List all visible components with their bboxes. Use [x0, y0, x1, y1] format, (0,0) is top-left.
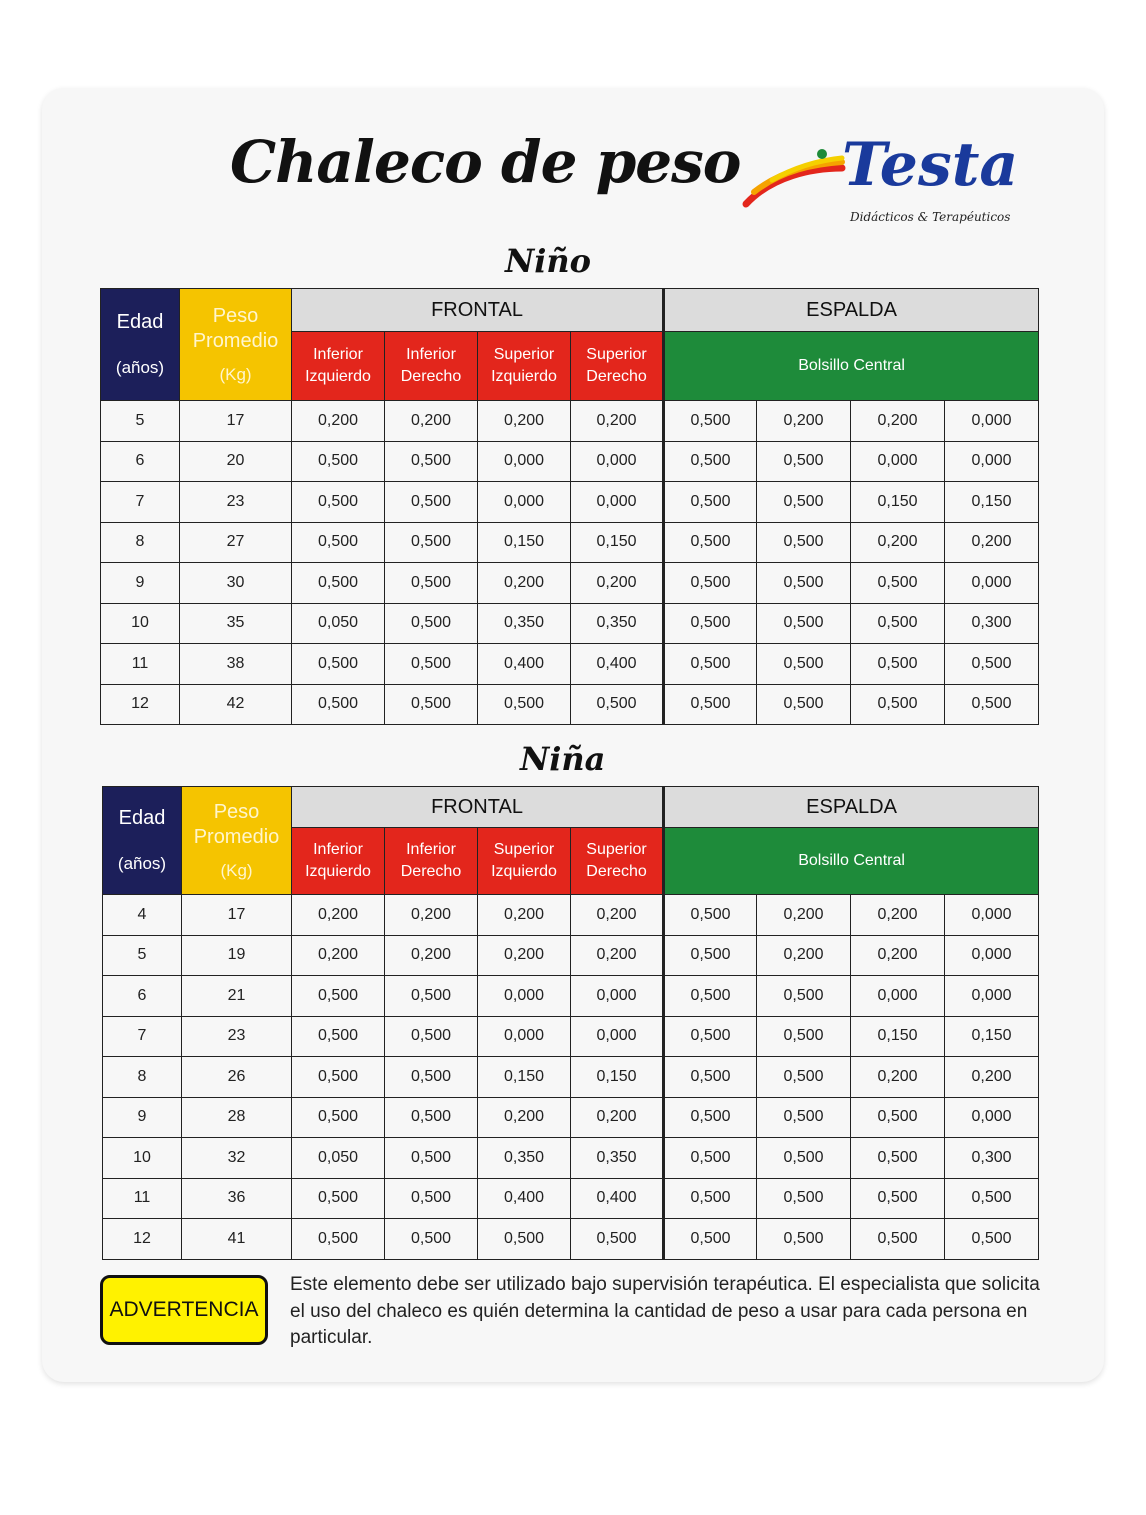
warning-text: Este elemento debe ser utilizado bajo supervisión terapéutica. El especialista que solicita el uso del chaleco es quién determina la cantidad de peso a usar para cada persona en particular.: [290, 1274, 1040, 1349]
bolsillo-cell: 0,500: [757, 1057, 851, 1098]
peso-cell: 20: [180, 441, 292, 482]
table-row: [101, 644, 1039, 685]
inferior-derecho-cell: 0,500: [385, 684, 478, 725]
superior-izquierdo-cell: 0,200: [478, 895, 571, 936]
peso-cell: 17: [180, 401, 292, 442]
bolsillo-cell: 0,500: [757, 644, 851, 685]
superior-izquierdo-cell: 0,400: [478, 644, 571, 685]
edad-cell: 12: [103, 1219, 182, 1260]
header-peso-label: Peso Promedio: [193, 800, 280, 848]
header-peso: [180, 289, 292, 401]
table-row: [103, 1016, 1039, 1057]
bolsillo-cell: 0,500: [757, 603, 851, 644]
inferior-izquierdo-cell: 0,500: [292, 522, 385, 563]
table-nino: [100, 288, 1039, 725]
bolsillo-cell: 0,500: [664, 482, 757, 523]
bolsillo-cell: 0,500: [851, 1097, 945, 1138]
bolsillo-cell: 0,200: [945, 522, 1039, 563]
bolsillo-cell: 0,500: [757, 1219, 851, 1260]
superior-derecho-cell: 0,200: [571, 401, 664, 442]
peso-cell: 21: [182, 976, 292, 1017]
peso-cell: 32: [182, 1138, 292, 1179]
bolsillo-cell: 0,500: [664, 603, 757, 644]
inferior-izquierdo-cell: 0,500: [292, 563, 385, 604]
superior-izquierdo-cell: 0,000: [478, 482, 571, 523]
inferior-izquierdo-cell: 0,200: [292, 895, 385, 936]
superior-izquierdo-cell: 0,000: [478, 1016, 571, 1057]
superior-izquierdo-cell: 0,150: [478, 522, 571, 563]
edad-cell: 9: [101, 563, 180, 604]
table-row: [101, 441, 1039, 482]
superior-derecho-cell: 0,350: [571, 603, 664, 644]
superior-derecho-cell: 0,000: [571, 1016, 664, 1057]
header-peso: [182, 787, 292, 895]
bolsillo-cell: 0,500: [757, 563, 851, 604]
bolsillo-cell: 0,500: [664, 1016, 757, 1057]
table-row: [103, 976, 1039, 1017]
superior-izquierdo-cell: 0,150: [478, 1057, 571, 1098]
superior-derecho-cell: 0,400: [571, 1178, 664, 1219]
edad-cell: 10: [101, 603, 180, 644]
edad-cell: 10: [103, 1138, 182, 1179]
bolsillo-cell: 0,500: [851, 1219, 945, 1260]
inferior-derecho-cell: 0,200: [385, 895, 478, 936]
inferior-derecho-cell: 0,500: [385, 1097, 478, 1138]
inferior-izquierdo-cell: 0,500: [292, 1219, 385, 1260]
superior-derecho-cell: 0,150: [571, 1057, 664, 1098]
peso-cell: 17: [182, 895, 292, 936]
inferior-derecho-cell: 0,500: [385, 441, 478, 482]
bolsillo-cell: 0,500: [757, 976, 851, 1017]
bolsillo-cell: 0,300: [945, 603, 1039, 644]
superior-derecho-cell: 0,500: [571, 1219, 664, 1260]
header-peso-unit: (Kg): [219, 364, 252, 384]
edad-cell: 5: [103, 935, 182, 976]
bolsillo-cell: 0,500: [664, 1219, 757, 1260]
table-row: [101, 563, 1039, 604]
table-row: [103, 1178, 1039, 1219]
table-row: [103, 1138, 1039, 1179]
bolsillo-cell: 0,000: [945, 401, 1039, 442]
superior-izquierdo-cell: 0,200: [478, 1097, 571, 1138]
peso-cell: 42: [180, 684, 292, 725]
peso-cell: 30: [180, 563, 292, 604]
bolsillo-cell: 0,150: [945, 1016, 1039, 1057]
superior-izquierdo-cell: 0,500: [478, 684, 571, 725]
header-edad-label: Edad: [118, 807, 166, 830]
bolsillo-cell: 0,500: [757, 684, 851, 725]
header-bolsillo-central: Bolsillo Central: [664, 828, 1039, 895]
superior-izquierdo-cell: 0,500: [478, 1219, 571, 1260]
inferior-derecho-cell: 0,500: [385, 1016, 478, 1057]
logo-tagline: Didácticos & Terapéuticos: [850, 210, 1011, 224]
inferior-derecho-cell: 0,500: [385, 976, 478, 1017]
inferior-derecho-cell: 0,500: [385, 522, 478, 563]
superior-derecho-cell: 0,500: [571, 684, 664, 725]
bolsillo-cell: 0,000: [851, 976, 945, 1017]
table-row: [103, 935, 1039, 976]
superior-derecho-cell: 0,000: [571, 976, 664, 1017]
bolsillo-cell: 0,500: [757, 1178, 851, 1219]
logo-swoosh-icon: [742, 146, 852, 216]
bolsillo-cell: 0,500: [664, 684, 757, 725]
header-peso-unit: (Kg): [220, 860, 253, 880]
superior-izquierdo-cell: 0,350: [478, 603, 571, 644]
superior-izquierdo-cell: 0,000: [478, 441, 571, 482]
superior-derecho-cell: 0,200: [571, 935, 664, 976]
bolsillo-cell: 0,500: [945, 1178, 1039, 1219]
bolsillo-cell: 0,150: [945, 482, 1039, 523]
edad-cell: 7: [101, 482, 180, 523]
inferior-izquierdo-cell: 0,500: [292, 441, 385, 482]
edad-cell: 8: [101, 522, 180, 563]
bolsillo-cell: 0,200: [757, 895, 851, 936]
bolsillo-cell: 0,200: [757, 401, 851, 442]
header-frontal: FRONTAL: [292, 787, 664, 828]
bolsillo-cell: 0,300: [945, 1138, 1039, 1179]
table-row: [103, 895, 1039, 936]
peso-cell: 41: [182, 1219, 292, 1260]
inferior-derecho-cell: 0,500: [385, 482, 478, 523]
bolsillo-cell: 0,150: [851, 1016, 945, 1057]
inferior-izquierdo-cell: 0,050: [292, 603, 385, 644]
bolsillo-cell: 0,200: [851, 1057, 945, 1098]
peso-cell: 36: [182, 1178, 292, 1219]
warning-badge: ADVERTENCIA: [100, 1275, 268, 1345]
bolsillo-cell: 0,000: [945, 976, 1039, 1017]
header-superior-derecho: Superior Derecho: [571, 332, 664, 401]
table-row: [101, 401, 1039, 442]
superior-derecho-cell: 0,150: [571, 522, 664, 563]
header-peso-label: Peso Promedio: [192, 304, 279, 352]
bolsillo-cell: 0,200: [851, 522, 945, 563]
header-edad: [101, 289, 180, 401]
inferior-derecho-cell: 0,500: [385, 1219, 478, 1260]
edad-cell: 8: [103, 1057, 182, 1098]
superior-derecho-cell: 0,200: [571, 563, 664, 604]
peso-cell: 28: [182, 1097, 292, 1138]
bolsillo-cell: 0,500: [757, 482, 851, 523]
inferior-izquierdo-cell: 0,500: [292, 482, 385, 523]
edad-cell: 4: [103, 895, 182, 936]
inferior-derecho-cell: 0,500: [385, 563, 478, 604]
header-superior-izquierdo: Superior Izquierdo: [478, 828, 571, 895]
page-title: Chaleco de peso: [230, 128, 741, 196]
table-row: [101, 684, 1039, 725]
inferior-izquierdo-cell: 0,500: [292, 684, 385, 725]
section-title-nino: Niño: [505, 242, 592, 280]
edad-cell: 11: [103, 1178, 182, 1219]
inferior-izquierdo-cell: 0,500: [292, 1016, 385, 1057]
superior-izquierdo-cell: 0,200: [478, 401, 571, 442]
table-nina: [102, 786, 1039, 1260]
superior-derecho-cell: 0,350: [571, 1138, 664, 1179]
peso-cell: 35: [180, 603, 292, 644]
bolsillo-cell: 0,500: [757, 441, 851, 482]
inferior-izquierdo-cell: 0,050: [292, 1138, 385, 1179]
bolsillo-cell: 0,200: [945, 1057, 1039, 1098]
header-bolsillo-central: Bolsillo Central: [664, 332, 1039, 401]
inferior-izquierdo-cell: 0,500: [292, 1057, 385, 1098]
table-row: [101, 522, 1039, 563]
peso-cell: 19: [182, 935, 292, 976]
header-edad-unit: (años): [115, 358, 165, 378]
bolsillo-cell: 0,500: [664, 1097, 757, 1138]
bolsillo-cell: 0,500: [664, 1178, 757, 1219]
bolsillo-cell: 0,200: [851, 935, 945, 976]
bolsillo-cell: 0,200: [851, 895, 945, 936]
bolsillo-cell: 0,500: [757, 1138, 851, 1179]
header-edad: [103, 787, 182, 895]
bolsillo-cell: 0,500: [851, 644, 945, 685]
peso-cell: 27: [180, 522, 292, 563]
superior-izquierdo-cell: 0,400: [478, 1178, 571, 1219]
inferior-izquierdo-cell: 0,500: [292, 976, 385, 1017]
edad-cell: 5: [101, 401, 180, 442]
header-inferior-derecho: Inferior Derecho: [385, 828, 478, 895]
inferior-izquierdo-cell: 0,500: [292, 1097, 385, 1138]
bolsillo-cell: 0,000: [945, 935, 1039, 976]
superior-izquierdo-cell: 0,000: [478, 976, 571, 1017]
header-superior-derecho: Superior Derecho: [571, 828, 664, 895]
superior-derecho-cell: 0,200: [571, 1097, 664, 1138]
bolsillo-cell: 0,500: [945, 644, 1039, 685]
table-row: [103, 1097, 1039, 1138]
bolsillo-cell: 0,000: [945, 1097, 1039, 1138]
bolsillo-cell: 0,500: [664, 1138, 757, 1179]
header-frontal: FRONTAL: [292, 289, 664, 332]
table-row: [103, 1057, 1039, 1098]
superior-izquierdo-cell: 0,350: [478, 1138, 571, 1179]
section-title-nina: Niña: [520, 740, 606, 778]
bolsillo-cell: 0,500: [945, 1219, 1039, 1260]
bolsillo-cell: 0,500: [851, 603, 945, 644]
superior-derecho-cell: 0,200: [571, 895, 664, 936]
header-espalda: ESPALDA: [664, 289, 1039, 332]
testa-logo: [742, 130, 1019, 233]
edad-cell: 6: [101, 441, 180, 482]
table-row: [101, 603, 1039, 644]
bolsillo-cell: 0,500: [664, 522, 757, 563]
peso-cell: 23: [182, 1016, 292, 1057]
inferior-derecho-cell: 0,500: [385, 644, 478, 685]
bolsillo-cell: 0,500: [851, 1178, 945, 1219]
superior-derecho-cell: 0,400: [571, 644, 664, 685]
edad-cell: 11: [101, 644, 180, 685]
bolsillo-cell: 0,500: [757, 522, 851, 563]
bolsillo-cell: 0,500: [664, 1057, 757, 1098]
bolsillo-cell: 0,500: [851, 1138, 945, 1179]
edad-cell: 6: [103, 976, 182, 1017]
bolsillo-cell: 0,500: [664, 935, 757, 976]
inferior-derecho-cell: 0,500: [385, 603, 478, 644]
header-espalda: ESPALDA: [664, 787, 1039, 828]
peso-cell: 23: [180, 482, 292, 523]
bolsillo-cell: 0,500: [664, 895, 757, 936]
edad-cell: 12: [101, 684, 180, 725]
bolsillo-cell: 0,500: [757, 1016, 851, 1057]
bolsillo-cell: 0,000: [945, 563, 1039, 604]
inferior-izquierdo-cell: 0,200: [292, 935, 385, 976]
superior-derecho-cell: 0,000: [571, 482, 664, 523]
bolsillo-cell: 0,500: [757, 1097, 851, 1138]
inferior-derecho-cell: 0,200: [385, 935, 478, 976]
peso-cell: 26: [182, 1057, 292, 1098]
edad-cell: 7: [103, 1016, 182, 1057]
bolsillo-cell: 0,500: [851, 563, 945, 604]
logo-wordmark: Testa: [842, 130, 1019, 200]
peso-cell: 38: [180, 644, 292, 685]
superior-derecho-cell: 0,000: [571, 441, 664, 482]
inferior-derecho-cell: 0,500: [385, 1138, 478, 1179]
superior-izquierdo-cell: 0,200: [478, 935, 571, 976]
bolsillo-cell: 0,200: [851, 401, 945, 442]
bolsillo-cell: 0,500: [664, 976, 757, 1017]
bolsillo-cell: 0,000: [851, 441, 945, 482]
header-inferior-derecho: Inferior Derecho: [385, 332, 478, 401]
header-edad-unit: (años): [117, 854, 167, 874]
table-row: [101, 482, 1039, 523]
bolsillo-cell: 0,500: [851, 684, 945, 725]
bolsillo-cell: 0,500: [664, 401, 757, 442]
bolsillo-cell: 0,500: [664, 644, 757, 685]
header-edad-label: Edad: [116, 311, 164, 334]
header-inferior-izquierdo: Inferior Izquierdo: [292, 828, 385, 895]
inferior-izquierdo-cell: 0,500: [292, 644, 385, 685]
table-row: [103, 1219, 1039, 1260]
header-inferior-izquierdo: Inferior Izquierdo: [292, 332, 385, 401]
superior-izquierdo-cell: 0,200: [478, 563, 571, 604]
bolsillo-cell: 0,000: [945, 441, 1039, 482]
inferior-derecho-cell: 0,200: [385, 401, 478, 442]
bolsillo-cell: 0,150: [851, 482, 945, 523]
bolsillo-cell: 0,500: [664, 441, 757, 482]
bolsillo-cell: 0,500: [664, 563, 757, 604]
header-superior-izquierdo: Superior Izquierdo: [478, 332, 571, 401]
inferior-derecho-cell: 0,500: [385, 1057, 478, 1098]
inferior-izquierdo-cell: 0,500: [292, 1178, 385, 1219]
inferior-izquierdo-cell: 0,200: [292, 401, 385, 442]
bolsillo-cell: 0,000: [945, 895, 1039, 936]
inferior-derecho-cell: 0,500: [385, 1178, 478, 1219]
bolsillo-cell: 0,500: [945, 684, 1039, 725]
edad-cell: 9: [103, 1097, 182, 1138]
bolsillo-cell: 0,200: [757, 935, 851, 976]
